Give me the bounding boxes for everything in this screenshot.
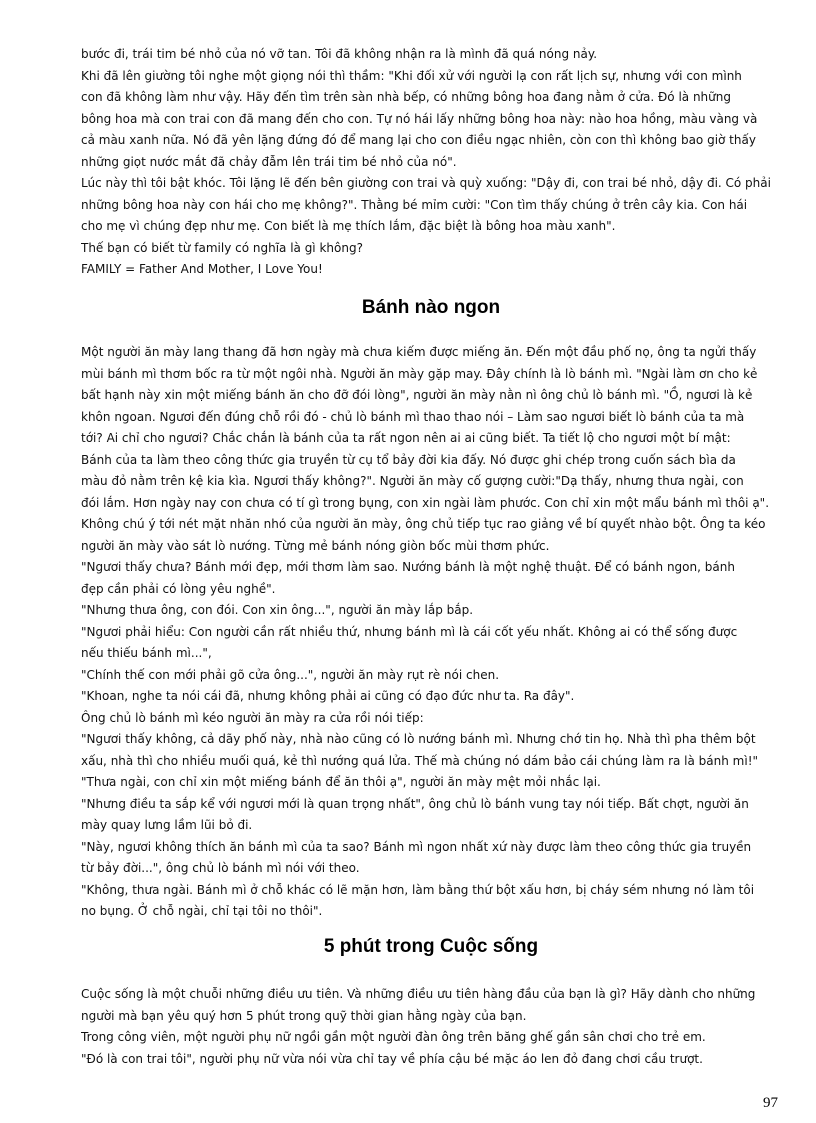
story-ending-section bbox=[81, 44, 781, 281]
text-line: bước đi, trái tim bé nhỏ của nó vỡ tan. Tôi đã không nhận ra là mình đã quá nóng nảy. bbox=[81, 47, 598, 61]
text-line: Lúc này thì tôi bật khóc. Tôi lặng lẽ đến bên giường con trai và quỳ xuống: "Dậy đi, con trai bé nhỏ, dậy đi. Có phải bbox=[81, 176, 771, 190]
text-line: bông hoa mà con trai con đã mang đến cho con. Tự nó hái lấy những bông hoa này: nào hoa hồng, màu vàng và bbox=[81, 111, 758, 126]
text-line: mùi bánh mì thơm bốc ra từ một ngôi nhà. Người ăn mày gặp may. Đây chính là lò bánh mì. "Ngài làm ơn cho kẻ bbox=[81, 366, 758, 381]
text-line: từ bảy đời...", ông chủ lò bánh mì nói với theo. bbox=[81, 861, 360, 875]
text-line: Cuộc sống là một chuỗi những điều ưu tiên. Và những điều ưu tiên hàng đầu của bạn là gì? Hãy dành cho những bbox=[81, 987, 756, 1001]
text-line: "Nhưng điều ta sắp kể với ngươi mới là quan trọng nhất", ông chủ lò bánh vung tay nói tiếp. Bất chợt, người ăn bbox=[81, 796, 749, 811]
text-line: "Ngươi phải hiểu: Con người cần rất nhiều thứ, nhưng bánh mì là cái cốt yếu nhất. Không ai có thể sống được bbox=[81, 624, 738, 639]
text-line: xấu, nhà thì cho nhiều muối quá, kẻ thì nướng quá lửa. Thế mà chúng nó dám bảo cái chúng làm ra là bánh mì!" bbox=[81, 753, 759, 768]
text-line: "Này, ngươi không thích ăn bánh mì của ta sao? Bánh mì ngon nhất xứ này được làm theo công thức gia truyền bbox=[81, 839, 752, 854]
text-line: đẹp cần phải có lòng yêu nghề". bbox=[81, 581, 276, 596]
text-line: Trong công viên, một người phụ nữ ngồi gần một người đàn ông trên băng ghế gần sân chơi cho trẻ em. bbox=[81, 1030, 706, 1044]
text-line: cho mẹ vì chúng đẹp như mẹ. Con biết là mẹ thích lắm, đặc biệt là bông hoa màu xanh". bbox=[81, 219, 616, 233]
text-line: người mà bạn yêu quý hơn 5 phút trong quỹ thời gian hằng ngày của bạn. bbox=[81, 1008, 527, 1023]
text-line: "Nhưng thưa ông, con đói. Con xin ông...", người ăn mày lắp bắp. bbox=[81, 603, 474, 617]
text-line: mày quay lưng lầm lũi bỏ đi. bbox=[81, 818, 253, 832]
text-line: bất hạnh này xin một miếng bánh ăn cho đỡ đói lòng", người ăn mày nằn nì ông chủ lò bánh mì. "Ồ, ngươi là kẻ bbox=[81, 388, 753, 402]
text-line: màu đỏ nằm trên kệ kia kìa. Ngươi thấy không?". Người ăn mày cố gượng cười:"Dạ thấy, nhưng thưa ngài, con bbox=[81, 474, 744, 488]
text-line: những giọt nước mắt đã chảy đẫm lên trái tim bé nhỏ của nó". bbox=[81, 154, 457, 169]
text-line: Ông chủ lò bánh mì kéo người ăn mày ra cửa rồi nói tiếp: bbox=[81, 710, 424, 725]
text-line: Thế bạn có biết từ family có nghĩa là gì không? bbox=[81, 240, 363, 255]
text-line: "Thưa ngài, con chỉ xin một miếng bánh để ăn thôi ạ", người ăn mày mệt mỏi nhắc lại. bbox=[81, 775, 601, 789]
text-line: "Ngươi thấy chưa? Bánh mới đẹp, mới thơm làm sao. Nướng bánh là một nghệ thuật. Để có bánh ngon, bánh bbox=[81, 560, 735, 574]
text-line: con đã không làm như vậy. Hãy đến tìm trên sàn nhà bếp, có những bông hoa đang nằm ở cửa. Đó là những bbox=[81, 90, 731, 104]
text-line: người ăn mày vào sát lò nướng. Từng mẻ bánh nóng giòn bốc mùi thơm phức. bbox=[81, 538, 550, 553]
text-line: "Chính thế con mới phải gõ cửa ông...", người ăn mày rụt rè nói chen. bbox=[81, 667, 500, 682]
story-section-5-phut bbox=[81, 984, 781, 1070]
text-line: "Ngươi thấy không, cả dãy phố này, nhà nào cũng có lò nướng bánh mì. Nhưng chớ tin họ. Nhà thì pha thêm bột bbox=[81, 732, 756, 746]
text-line: "Không, thưa ngài. Bánh mì ở chỗ khác có lẽ mặn hơn, làm bằng thứ bột xấu hơn, bị cháy sém nhưng nó làm tôi bbox=[81, 882, 755, 897]
text-line: cả màu xanh nữa. Nó đã yên lặng đứng đó để mang lại cho con điều ngạc nhiên, còn con thì không bao giờ thấy bbox=[81, 133, 756, 147]
text-line: đói lắm. Hơn ngày nay con chưa có tí gì trong bụng, con xin ngài làm phước. Con chỉ xin một mẩu bánh mì thôi ạ". bbox=[81, 495, 770, 510]
section-heading: Bánh nào ngon bbox=[361, 297, 501, 318]
text-line: những bông hoa này con hái cho mẹ không?". Thằng bé mỉm cười: "Con tìm thấy chúng ở trên cây kia. Con hái bbox=[81, 197, 748, 212]
story-section-banh-nao-ngon bbox=[81, 342, 781, 923]
text-line: Không chú ý tới nét mặt nhăn nhó của người ăn mày, ông chủ tiếp tục rao giảng về bí quyết nhào bột. Ông ta kéo bbox=[81, 517, 766, 531]
text-line: "Đó là con trai tôi", người phụ nữ vừa nói vừa chỉ tay về phía cậu bé mặc áo len đỏ đang chơi cầu trượt. bbox=[81, 1051, 703, 1066]
text-line: khôn ngoan. Ngươi đến đúng chỗ rồi đó - chủ lò bánh mì thao thao nói – Làm sao ngươi biết lò bánh của ta mà bbox=[81, 409, 745, 424]
page-number: 97 bbox=[763, 1095, 778, 1111]
text-line: FAMILY = Father And Mother, I Love You! bbox=[81, 262, 323, 276]
text-line: tới? Ai chỉ cho ngươi? Chắc chắn là bánh của ta rất ngon nên ai ai cũng biết. Ta tiết lộ cho ngươi một bí mật: bbox=[81, 431, 731, 445]
text-line: no bụng. Ở chỗ ngài, chỉ tại tôi no thôi". bbox=[81, 904, 323, 918]
text-line: Một người ăn mày lang thang đã hơn ngày mà chưa kiếm được miếng ăn. Đến một đầu phố nọ, ông ta ngửi thấy bbox=[81, 345, 757, 359]
text-line: "Khoan, nghe ta nói cái đã, nhưng không phải ai cũng có đạo đức như ta. Ra đây". bbox=[81, 689, 575, 703]
text-line: Khi đã lên giường tôi nghe một giọng nói thì thầm: "Khi đối xử với người lạ con rất lịch sự, nhưng với con mình bbox=[81, 68, 742, 83]
text-line: Bánh của ta làm theo công thức gia truyền từ cụ tổ bảy đời kia đấy. Nó được ghi chép trong cuốn sách bìa da bbox=[81, 452, 736, 467]
text-line: nếu thiếu bánh mì...", bbox=[81, 646, 212, 660]
section-heading: 5 phút trong Cuộc sống bbox=[323, 936, 539, 957]
